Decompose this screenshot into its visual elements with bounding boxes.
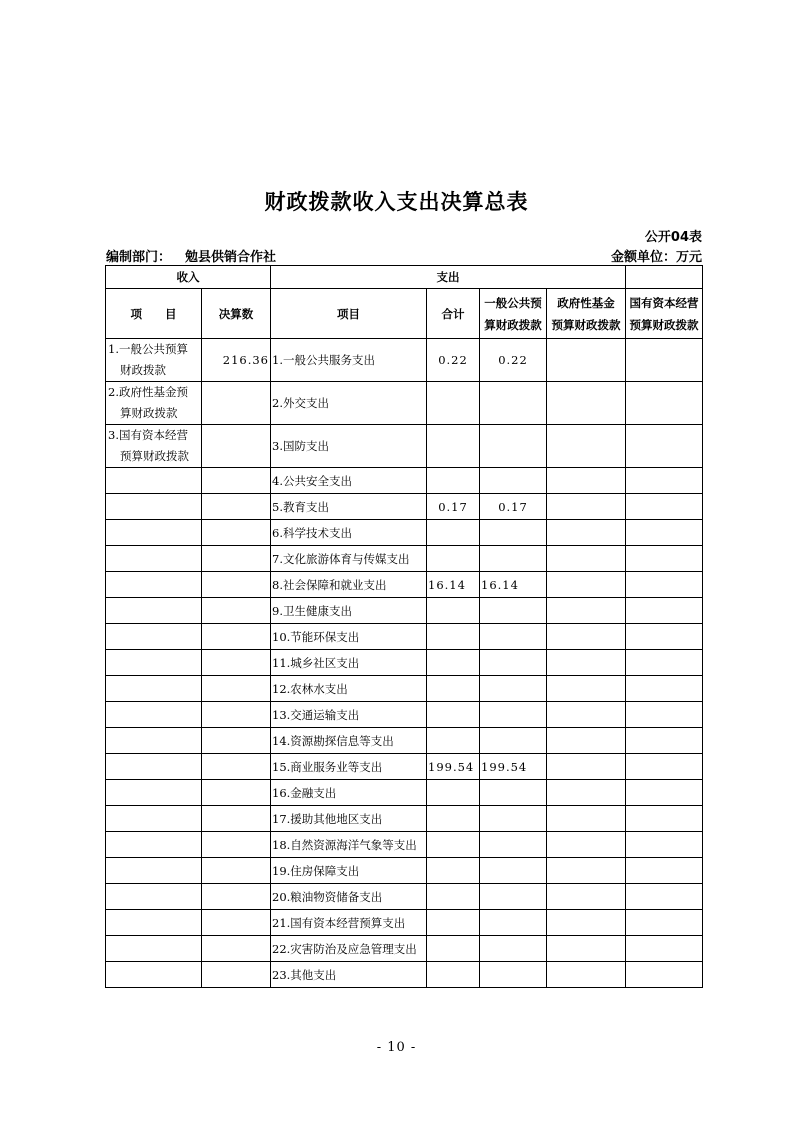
fund-budget-cell (547, 806, 626, 832)
state-capital-cell (626, 382, 703, 425)
income-amount-cell (202, 468, 271, 494)
expense-header: 支出 (271, 266, 626, 289)
table-row (106, 780, 703, 806)
page-title: 财政拨款收入支出决算总表 (264, 190, 529, 214)
fund-budget-cell (547, 754, 626, 780)
income-item-cell (106, 858, 202, 884)
income-amount-cell (202, 598, 271, 624)
fund-budget-cell (547, 910, 626, 936)
income-item-cell (106, 650, 202, 676)
general-budget-cell (480, 780, 547, 806)
expense-item-cell: 16.金融支出 (271, 780, 427, 806)
income-item-cell (106, 884, 202, 910)
table-row (106, 884, 703, 910)
state-capital-cell (626, 728, 703, 754)
department-value: 勉县供销合作社 (185, 250, 277, 265)
general-budget-cell (480, 858, 547, 884)
income-item-cell (106, 339, 202, 382)
expense-total-cell (427, 624, 480, 650)
fund-budget-cell (547, 962, 626, 988)
total-header: 合计 (427, 289, 480, 339)
expense-total-cell (427, 936, 480, 962)
expense-total-cell (427, 425, 480, 468)
expense-total-cell: 0.22 (427, 339, 480, 382)
general-budget-cell: 0.22 (480, 339, 547, 382)
fund-budget-cell (547, 858, 626, 884)
general-budget-cell (480, 650, 547, 676)
budget-table (105, 265, 703, 988)
table-row (106, 754, 703, 780)
expense-item-cell: 22.灾害防治及应急管理支出 (271, 936, 427, 962)
general-budget-header: 一般公共预 算财政拨款 (480, 289, 547, 339)
income-item-line: 2.政府性基金预 (108, 385, 188, 399)
general-budget-cell (480, 728, 547, 754)
fund-budget-cell (547, 728, 626, 754)
income-item-cell (106, 910, 202, 936)
income-amount-cell (202, 425, 271, 468)
expense-item-cell: 17.援助其他地区支出 (271, 806, 427, 832)
income-item-cell (106, 382, 202, 425)
income-amount-cell (202, 702, 271, 728)
expense-item-cell: 7.文化旅游体育与传媒支出 (271, 546, 427, 572)
income-amount-cell (202, 572, 271, 598)
expense-total-cell (427, 884, 480, 910)
fund-budget-cell (547, 780, 626, 806)
fund-budget-cell (547, 598, 626, 624)
income-item-cell (106, 494, 202, 520)
expense-item-cell: 5.教育支出 (271, 494, 427, 520)
income-item-cell (106, 702, 202, 728)
income-item-cell (106, 832, 202, 858)
general-budget-cell (480, 884, 547, 910)
income-amount-cell (202, 546, 271, 572)
income-amount-cell (202, 780, 271, 806)
state-capital-cell (626, 650, 703, 676)
general-budget-cell: 0.17 (480, 494, 547, 520)
state-capital-cell (626, 962, 703, 988)
general-budget-cell (480, 520, 547, 546)
income-amount-cell (202, 624, 271, 650)
amount-unit: 金额单位：万元 (610, 250, 702, 265)
income-item-line: 财政拨款 (120, 363, 166, 377)
income-item-cell (106, 962, 202, 988)
fund-budget-cell (547, 624, 626, 650)
state-capital-cell (626, 468, 703, 494)
expense-item-cell: 23.其他支出 (271, 962, 427, 988)
table-row (106, 702, 703, 728)
general-budget-cell (480, 468, 547, 494)
state-capital-cell (626, 702, 703, 728)
empty-header-cell (626, 266, 703, 289)
expense-total-cell (427, 910, 480, 936)
fund-budget-cell (547, 339, 626, 382)
income-amount-cell (202, 520, 271, 546)
expense-total-cell (427, 962, 480, 988)
header-row-2 (106, 289, 703, 339)
expense-total-cell (427, 546, 480, 572)
fund-budget-cell (547, 650, 626, 676)
table-row (106, 339, 703, 382)
income-amount-cell (202, 832, 271, 858)
expense-item-header: 项目 (271, 289, 427, 339)
table-row (106, 858, 703, 884)
state-capital-cell (626, 339, 703, 382)
fund-budget-cell (547, 936, 626, 962)
state-capital-header: 国有资本经营 预算财政拨款 (626, 289, 703, 339)
expense-item-cell: 15.商业服务业等支出 (271, 754, 427, 780)
income-amount-cell (202, 650, 271, 676)
expense-item-cell: 18.自然资源海洋气象等支出 (271, 832, 427, 858)
expense-item-cell: 9.卫生健康支出 (271, 598, 427, 624)
fund-budget-cell (547, 382, 626, 425)
state-capital-cell (626, 858, 703, 884)
general-budget-cell (480, 382, 547, 425)
income-item-line: 1.一般公共预算 (108, 342, 188, 356)
expense-total-cell (427, 806, 480, 832)
general-budget-cell (480, 624, 547, 650)
income-amount-cell: 216.36 (202, 339, 271, 382)
income-item-line: 算财政拨款 (120, 406, 178, 420)
income-amount-cell (202, 910, 271, 936)
state-capital-cell (626, 884, 703, 910)
general-budget-cell: 199.54 (480, 754, 547, 780)
income-item-line: 预算财政拨款 (120, 449, 189, 463)
table-row (106, 468, 703, 494)
fund-budget-cell (547, 832, 626, 858)
state-capital-cell (626, 572, 703, 598)
table-row (106, 624, 703, 650)
expense-total-cell (427, 382, 480, 425)
table-row (106, 598, 703, 624)
table-row (106, 728, 703, 754)
income-amount-cell (202, 728, 271, 754)
expense-total-cell (427, 780, 480, 806)
department (106, 246, 276, 265)
general-budget-cell: 16.14 (480, 572, 547, 598)
state-capital-cell (626, 546, 703, 572)
general-budget-cell (480, 962, 547, 988)
income-item-cell (106, 425, 202, 468)
expense-item-cell: 4.公共安全支出 (271, 468, 427, 494)
fund-budget-cell (547, 572, 626, 598)
general-budget-cell (480, 598, 547, 624)
fund-budget-cell (547, 884, 626, 910)
expense-total-cell (427, 520, 480, 546)
income-item-cell (106, 572, 202, 598)
department-label: 编制部门： (106, 250, 172, 265)
expense-total-cell (427, 858, 480, 884)
expense-item-cell: 3.国防支出 (271, 425, 427, 468)
expense-item-cell: 21.国有资本经营预算支出 (271, 910, 427, 936)
income-amount-cell (202, 858, 271, 884)
table-row (106, 382, 703, 425)
table-row (106, 832, 703, 858)
state-capital-cell (626, 806, 703, 832)
state-capital-cell (626, 936, 703, 962)
income-item-cell (106, 624, 202, 650)
income-amount-cell (202, 962, 271, 988)
income-item-cell (106, 806, 202, 832)
final-amount-header: 决算数 (202, 289, 271, 339)
income-amount-cell (202, 754, 271, 780)
expense-item-cell: 10.节能环保支出 (271, 624, 427, 650)
expense-item-cell: 14.资源勘探信息等支出 (271, 728, 427, 754)
expense-item-cell: 13.交通运输支出 (271, 702, 427, 728)
table-row (106, 936, 703, 962)
expense-item-cell: 12.农林水支出 (271, 676, 427, 702)
income-amount-cell (202, 884, 271, 910)
income-amount-cell (202, 382, 271, 425)
general-budget-cell (480, 936, 547, 962)
fund-budget-cell (547, 425, 626, 468)
state-capital-cell (626, 910, 703, 936)
table-row (106, 425, 703, 468)
table-row (106, 546, 703, 572)
income-item-cell (106, 468, 202, 494)
fund-budget-header: 政府性基金 预算财政拨款 (547, 289, 626, 339)
state-capital-cell (626, 676, 703, 702)
fund-budget-cell (547, 546, 626, 572)
expense-total-cell (427, 468, 480, 494)
page-number: - 10 - (376, 1040, 417, 1055)
income-item-header: 项 目 (106, 289, 202, 339)
fund-budget-cell (547, 702, 626, 728)
income-header: 收入 (106, 266, 271, 289)
income-amount-cell (202, 676, 271, 702)
state-capital-cell (626, 598, 703, 624)
income-item-cell (106, 546, 202, 572)
expense-total-cell (427, 832, 480, 858)
general-budget-cell (480, 676, 547, 702)
expense-item-cell: 6.科学技术支出 (271, 520, 427, 546)
fund-budget-cell (547, 468, 626, 494)
state-capital-cell (626, 832, 703, 858)
general-budget-cell (480, 425, 547, 468)
income-item-line: 3.国有资本经营 (108, 428, 188, 442)
fund-budget-cell (547, 520, 626, 546)
expense-total-cell (427, 702, 480, 728)
state-capital-cell (626, 425, 703, 468)
income-item-cell (106, 598, 202, 624)
state-capital-cell (626, 780, 703, 806)
expense-item-cell: 19.住房保障支出 (271, 858, 427, 884)
form-number: 公开04表 (644, 230, 702, 245)
table-row (106, 650, 703, 676)
income-amount-cell (202, 494, 271, 520)
state-capital-cell (626, 754, 703, 780)
general-budget-cell (480, 546, 547, 572)
state-capital-cell (626, 624, 703, 650)
fund-budget-cell (547, 676, 626, 702)
expense-total-cell (427, 650, 480, 676)
expense-item-cell: 1.一般公共服务支出 (271, 339, 427, 382)
income-item-cell (106, 780, 202, 806)
state-capital-cell (626, 520, 703, 546)
fund-budget-cell (547, 494, 626, 520)
expense-total-cell: 16.14 (427, 572, 480, 598)
table-row (106, 494, 703, 520)
general-budget-cell (480, 702, 547, 728)
general-budget-cell (480, 832, 547, 858)
expense-total-cell (427, 728, 480, 754)
general-budget-cell (480, 910, 547, 936)
expense-total-cell: 0.17 (427, 494, 480, 520)
expense-total-cell (427, 676, 480, 702)
table-row (106, 520, 703, 546)
income-item-cell (106, 754, 202, 780)
expense-item-cell: 8.社会保障和就业支出 (271, 572, 427, 598)
income-item-cell (106, 728, 202, 754)
table-row (106, 962, 703, 988)
header-row-1 (106, 266, 703, 289)
expense-item-cell: 20.粮油物资储备支出 (271, 884, 427, 910)
expense-item-cell: 11.城乡社区支出 (271, 650, 427, 676)
income-item-cell (106, 936, 202, 962)
state-capital-cell (626, 494, 703, 520)
expense-item-cell: 2.外交支出 (271, 382, 427, 425)
table-row (106, 572, 703, 598)
table-row (106, 676, 703, 702)
income-amount-cell (202, 936, 271, 962)
table-row (106, 806, 703, 832)
expense-total-cell: 199.54 (427, 754, 480, 780)
expense-total-cell (427, 598, 480, 624)
table-row (106, 910, 703, 936)
income-amount-cell (202, 806, 271, 832)
general-budget-cell (480, 806, 547, 832)
income-item-cell (106, 520, 202, 546)
income-item-cell (106, 676, 202, 702)
